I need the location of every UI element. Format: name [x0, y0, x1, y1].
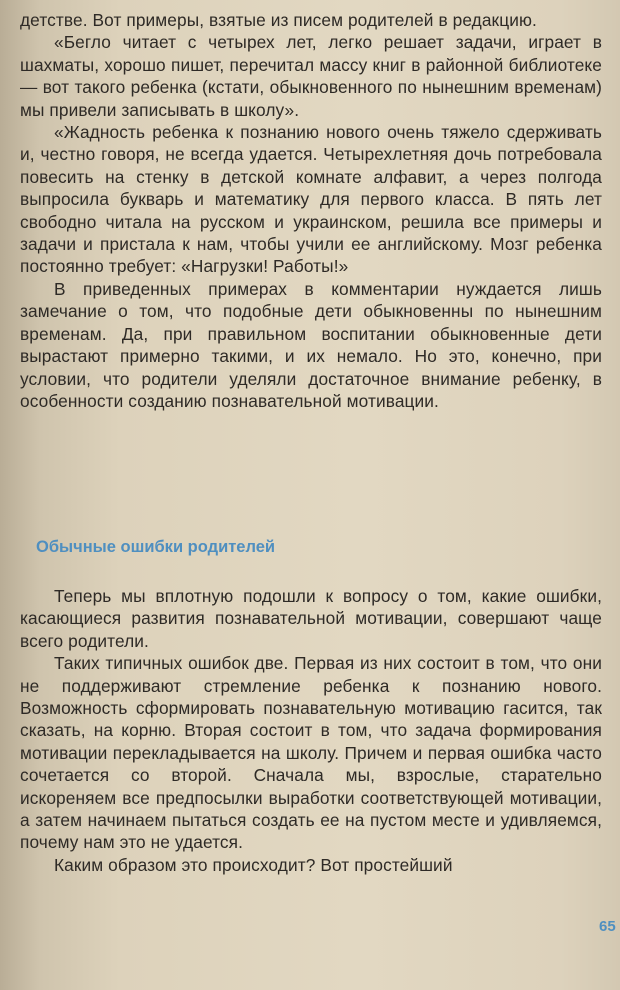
paragraph-intro: детстве. Вот примеры, взятые из писем родителей в редакцию.	[20, 10, 537, 30]
paragraph-commentary: В приведенных примерах в комментарии нуждается лишь замечание о том, что подобные дети обыкновенны по нынешним временам. Да, при правильном воспитании обыкновенные дети вырастают примерно такими, и их немало. Но это, конечно, при условии, что родители уделяли достаточное внимание ребенку, в особенности созданию познавательной мотивации.	[20, 278, 602, 411]
top-text-block	[20, 9, 602, 412]
bottom-text-block	[20, 585, 602, 876]
paragraph-quote-1: «Бегло читает с четырех лет, легко решает задачи, играет в шахматы, хорошо пишет, перечитал массу книг в районной библиотеке — вот такого ребенка (кстати, обыкновенного по нынешним временам) мы привели записывать в школу».	[20, 32, 602, 120]
page-number: 65	[599, 918, 616, 935]
paragraph-quote-2: «Жадность ребенка к познанию нового очень тяжело сдерживать и, честно говоря, не всегда удается. Четырехлетняя дочь потребовала повесить на стенку в детской комнате алфавит, а через полгода выпросила букварь и математику для первого класса. В пять лет свободно читала на русском и украинском, решила все примеры и задачи и пристала к нам, чтобы учили ее английскому. Мозг ребенка постоянно требует: «Нагрузки! Работы!»	[20, 122, 602, 277]
paragraph-question: Теперь мы вплотную подошли к вопросу о том, какие ошибки, касающиеся развития познавательной мотивации, совершают чаще всего родители.	[20, 586, 602, 651]
section-heading: Обычные ошибки родителей	[36, 538, 276, 556]
paragraph-how: Каким образом это происходит? Вот простейший	[54, 854, 453, 875]
paragraph-two-errors: Таких типичных ошибок две. Первая из них состоит в том, что они не поддерживают стремление ребенка к познанию нового. Возможность сформировать познавательную мотивацию гасится, так сказать, на корню. Вторая состоит в том, что задача формирования мотивации перекладывается на школу. Причем и первая ошибка часто сочетается со второй. Сначала мы, взрослые, старательно искореняем все предпосылки выработки соответствующей мотивации, а затем начинаем пытаться создать ее на пустом месте и удивляемся, почему нам это не удается.	[20, 653, 602, 853]
